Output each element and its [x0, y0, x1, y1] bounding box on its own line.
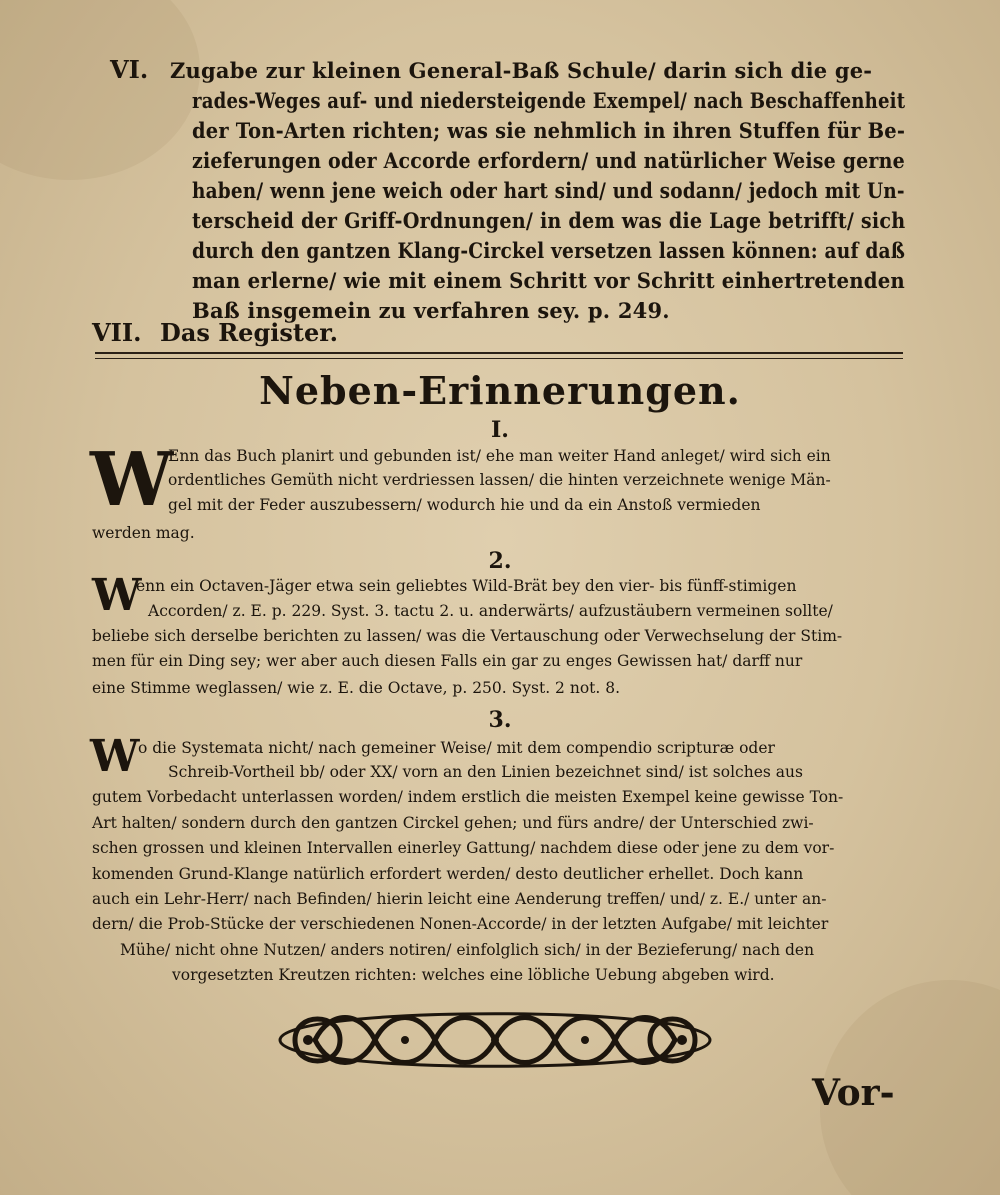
- section-vi-line: Zugabe zur kleinen General-Baß Schule/ darin sich die ge-: [170, 58, 873, 83]
- note-line: vorgesetzten Kreutzen richten: welches eine löbliche Uebung abgeben wird.: [172, 966, 775, 984]
- section-vi-line: terscheid der Griff-Ordnungen/ in dem was die Lage betrifft/ sich: [192, 208, 906, 233]
- note-line: komenden Grund-Klange natürlich erfordert werden/ desto deutlicher erhellet. Doch kann: [92, 865, 804, 883]
- section-vi-line: Baß insgemein zu verfahren sey. p. 249.: [192, 298, 670, 323]
- section-vi-line: rades-Weges auf- und niedersteigende Exempel/ nach Beschaffenheit: [192, 88, 906, 113]
- drop-cap-initial: W: [92, 570, 142, 621]
- note-line: men für ein Ding sey; wer aber auch diesen Falls ein gar zu enges Gewissen hat/ darff nur: [92, 652, 803, 670]
- note-line: ordentliches Gemüth nicht verdriessen lassen/ die hinten verzeichnete wenige Män-: [168, 471, 831, 489]
- note-line: Art halten/ sondern durch den gantzen Circkel gehen; und fürs andre/ der Unterschied zwi-: [92, 814, 814, 832]
- note-line: werden mag.: [92, 524, 195, 542]
- note-line: Schreib-Vortheil bb/ oder XX/ vorn an den Linien bezeichnet sind/ ist solches aus: [168, 763, 803, 781]
- page-heading: Neben-Erinnerungen.: [259, 368, 741, 413]
- note-line: auch ein Lehr-Herr/ nach Befinden/ hierin leicht eine Aenderung treffen/ und/ z. E./ unter an-: [92, 890, 827, 908]
- note-line: enn ein Octaven-Jäger etwa sein geliebtes Wild-Brät bey den vier- bis fünff-stimigen: [136, 577, 797, 595]
- drop-cap-initial: W: [90, 731, 140, 782]
- section-vii-numeral: VII.: [92, 318, 142, 347]
- section-vi-numeral: VI.: [110, 55, 149, 84]
- note-line: Enn das Buch planirt und gebunden ist/ ehe man weiter Hand anleget/ wird sich ein: [168, 447, 831, 465]
- section-vii-title: Das Register.: [160, 318, 339, 347]
- section-vi-line: man erlerne/ wie mit einem Schritt vor Schritt einhertretenden: [192, 268, 905, 293]
- note-line: gutem Vorbedacht unterlassen worden/ indem erstlich die meisten Exempel keine gewisse Ton-: [92, 788, 844, 806]
- note-number: 3.: [488, 707, 512, 733]
- catchword: Vor-: [812, 1072, 895, 1114]
- note-line: schen grossen und kleinen Intervallen einerley Gattung/ nachdem diese oder jene zu dem vor-: [92, 839, 835, 857]
- section-vi-line: haben/ wenn jene weich oder hart sind/ und sodann/ jedoch mit Un-: [192, 178, 905, 203]
- note-line: gel mit der Feder auszubessern/ wodurch hie und da ein Anstoß vermieden: [168, 496, 761, 514]
- note-line: beliebe sich derselbe berichten zu lassen/ was die Vertauschung oder Verwechselung der Stim-: [92, 627, 843, 645]
- note-line: Accorden/ z. E. p. 229. Syst. 3. tactu 2. u. anderwärts/ aufzustäubern vermeinen sollte/: [148, 602, 833, 620]
- paper-stain: [0, 0, 200, 180]
- decorative-ornament: [270, 1000, 720, 1080]
- drop-cap-initial: W: [90, 437, 174, 523]
- section-vi-line: zieferungen oder Accorde erfordern/ und natürlicher Weise gerne: [192, 148, 905, 173]
- note-line: dern/ die Prob-Stücke der verschiedenen Nonen-Accorde/ in der letzten Aufgabe/ mit leichter: [92, 915, 829, 933]
- note-number: 2.: [488, 548, 512, 574]
- section-vi-line: durch den gantzen Klang-Circkel versetzen lassen können: auf daß: [192, 238, 906, 263]
- horizontal-rule: [95, 352, 903, 359]
- note-line: Mühe/ nicht ohne Nutzen/ anders notiren/ einfolglich sich/ in der Bezieferung/ nach den: [120, 941, 815, 959]
- note-number: I.: [491, 417, 509, 443]
- section-vi-line: der Ton-Arten richten; was sie nehmlich in ihren Stuffen für Be-: [192, 118, 906, 143]
- note-line: eine Stimme weglassen/ wie z. E. die Octave, p. 250. Syst. 2 not. 8.: [92, 679, 621, 697]
- note-line: o die Systemata nicht/ nach gemeiner Weise/ mit dem compendio scripturæ oder: [138, 739, 775, 757]
